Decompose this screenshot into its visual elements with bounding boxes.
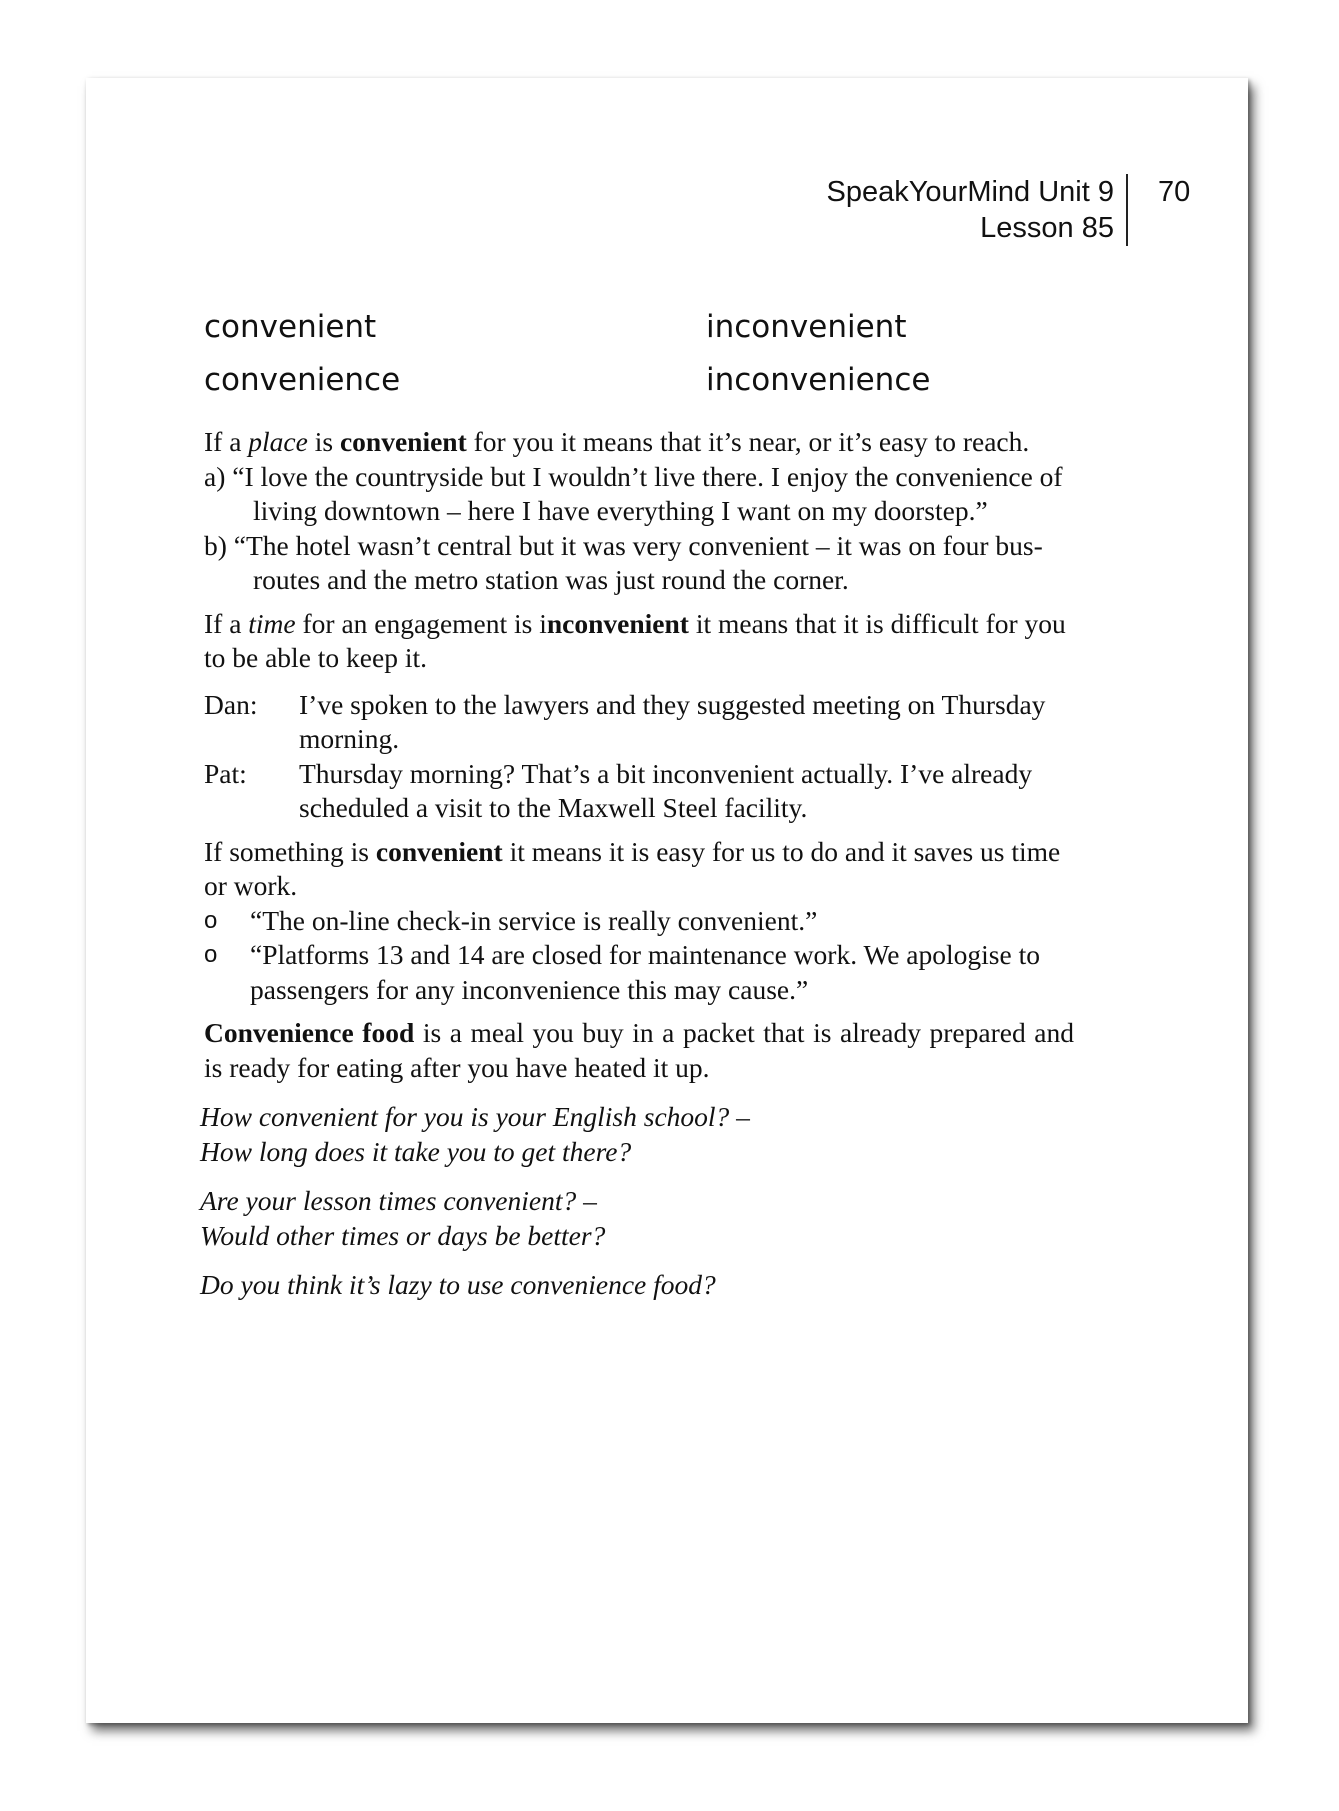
vocab-word: convenience: [204, 362, 401, 398]
section-time: [204, 607, 1074, 676]
question-line: Do you think it’s lazy to use convenience food?: [200, 1269, 716, 1300]
definition-place: [204, 425, 1074, 460]
emphasis-time: time: [248, 607, 296, 639]
definition-convenience-food: [204, 1016, 1074, 1085]
vocab-word: inconvenience: [706, 362, 931, 398]
dialog-line: [204, 757, 1074, 826]
vocab-word: convenient: [204, 309, 377, 345]
header-title: SpeakYourMind Unit 9: [826, 176, 1114, 208]
keyword-inconvenient: nconvenient: [546, 607, 689, 639]
text: for you it means that it’s near, or it’s easy to reach.: [466, 426, 1030, 457]
dialog-line: [204, 688, 1074, 757]
definition-something: [204, 835, 1074, 904]
vocab-row: [204, 301, 1004, 354]
vocab-row: [204, 354, 1004, 407]
discussion-question: [200, 1184, 1074, 1253]
text: is a meal you buy in a packet that is already prepared and is ready for eating after you have heated it up.: [204, 1017, 1074, 1083]
bullet-text: “Platforms 13 and 14 are closed for maintenance work. We apologise to passengers for any inconvenience this may cause.”: [250, 939, 1040, 1005]
text: If something is: [204, 835, 376, 867]
text: If a: [204, 607, 249, 639]
keyword-convenient: convenient: [375, 835, 503, 867]
list-item: [204, 938, 1074, 1007]
dialog-text: I’ve spoken to the lawyers and they suggested meeting on Thursday morning.: [299, 688, 1046, 754]
lesson-content: [200, 425, 1074, 1303]
page-number: 70: [1158, 176, 1191, 208]
dialog-speaker: Dan:: [204, 688, 258, 720]
section-something: [204, 835, 1074, 1008]
vocab-word: inconvenient: [706, 309, 907, 345]
text: it means that it is difficult for you to be able to keep it.: [204, 607, 1066, 673]
question-line: How long does it take you to get there?: [200, 1135, 632, 1167]
question-line: How convenient for you is your English school? –: [200, 1101, 750, 1132]
text: for an engagement is i: [295, 607, 547, 639]
bullet-mark: o: [204, 941, 218, 968]
example-b: b) “The hotel wasn’t central but it was very convenient – it was on four bus-routes and the metro station was just round the corner.: [204, 529, 1043, 595]
header-lesson: Lesson 85: [980, 212, 1114, 244]
bullet-text: “The on-line check-in service is really convenient.”: [250, 904, 818, 936]
section-place: [204, 425, 1074, 598]
discussion-question: [200, 1268, 1074, 1303]
question-line: Are your lesson times convenient? –: [200, 1185, 597, 1216]
dialog: [204, 688, 1074, 826]
discussion-question: [200, 1100, 1074, 1169]
page-header: [827, 174, 1129, 246]
keyword-convenient: convenient: [339, 426, 467, 457]
question-line: Would other times or days be better?: [200, 1219, 606, 1251]
dialog-speaker: Pat:: [204, 757, 247, 789]
bullet-mark: o: [204, 906, 218, 934]
dialog-text: Thursday morning? That’s a bit inconvenient actually. I’ve already scheduled a visit to the Maxwell Steel facility.: [299, 757, 1033, 823]
text: is: [307, 426, 340, 457]
keyword-convenience-food: Convenience food: [204, 1017, 415, 1048]
vocabulary-list: [204, 301, 1004, 407]
text: it means it is easy for us to do and it saves us time or work.: [204, 835, 1061, 901]
document-page: [86, 78, 1248, 1723]
text: If a: [204, 426, 249, 457]
example-a: a) “I love the countryside but I wouldn’t live there. I enjoy the convenience of living downtown – here I have everything I want on my doorstep.”: [204, 460, 1063, 526]
definition-time: [204, 607, 1074, 676]
emphasis-place: place: [248, 426, 308, 457]
list-item: [204, 904, 1074, 939]
section-convenience-food: [204, 1016, 1074, 1085]
